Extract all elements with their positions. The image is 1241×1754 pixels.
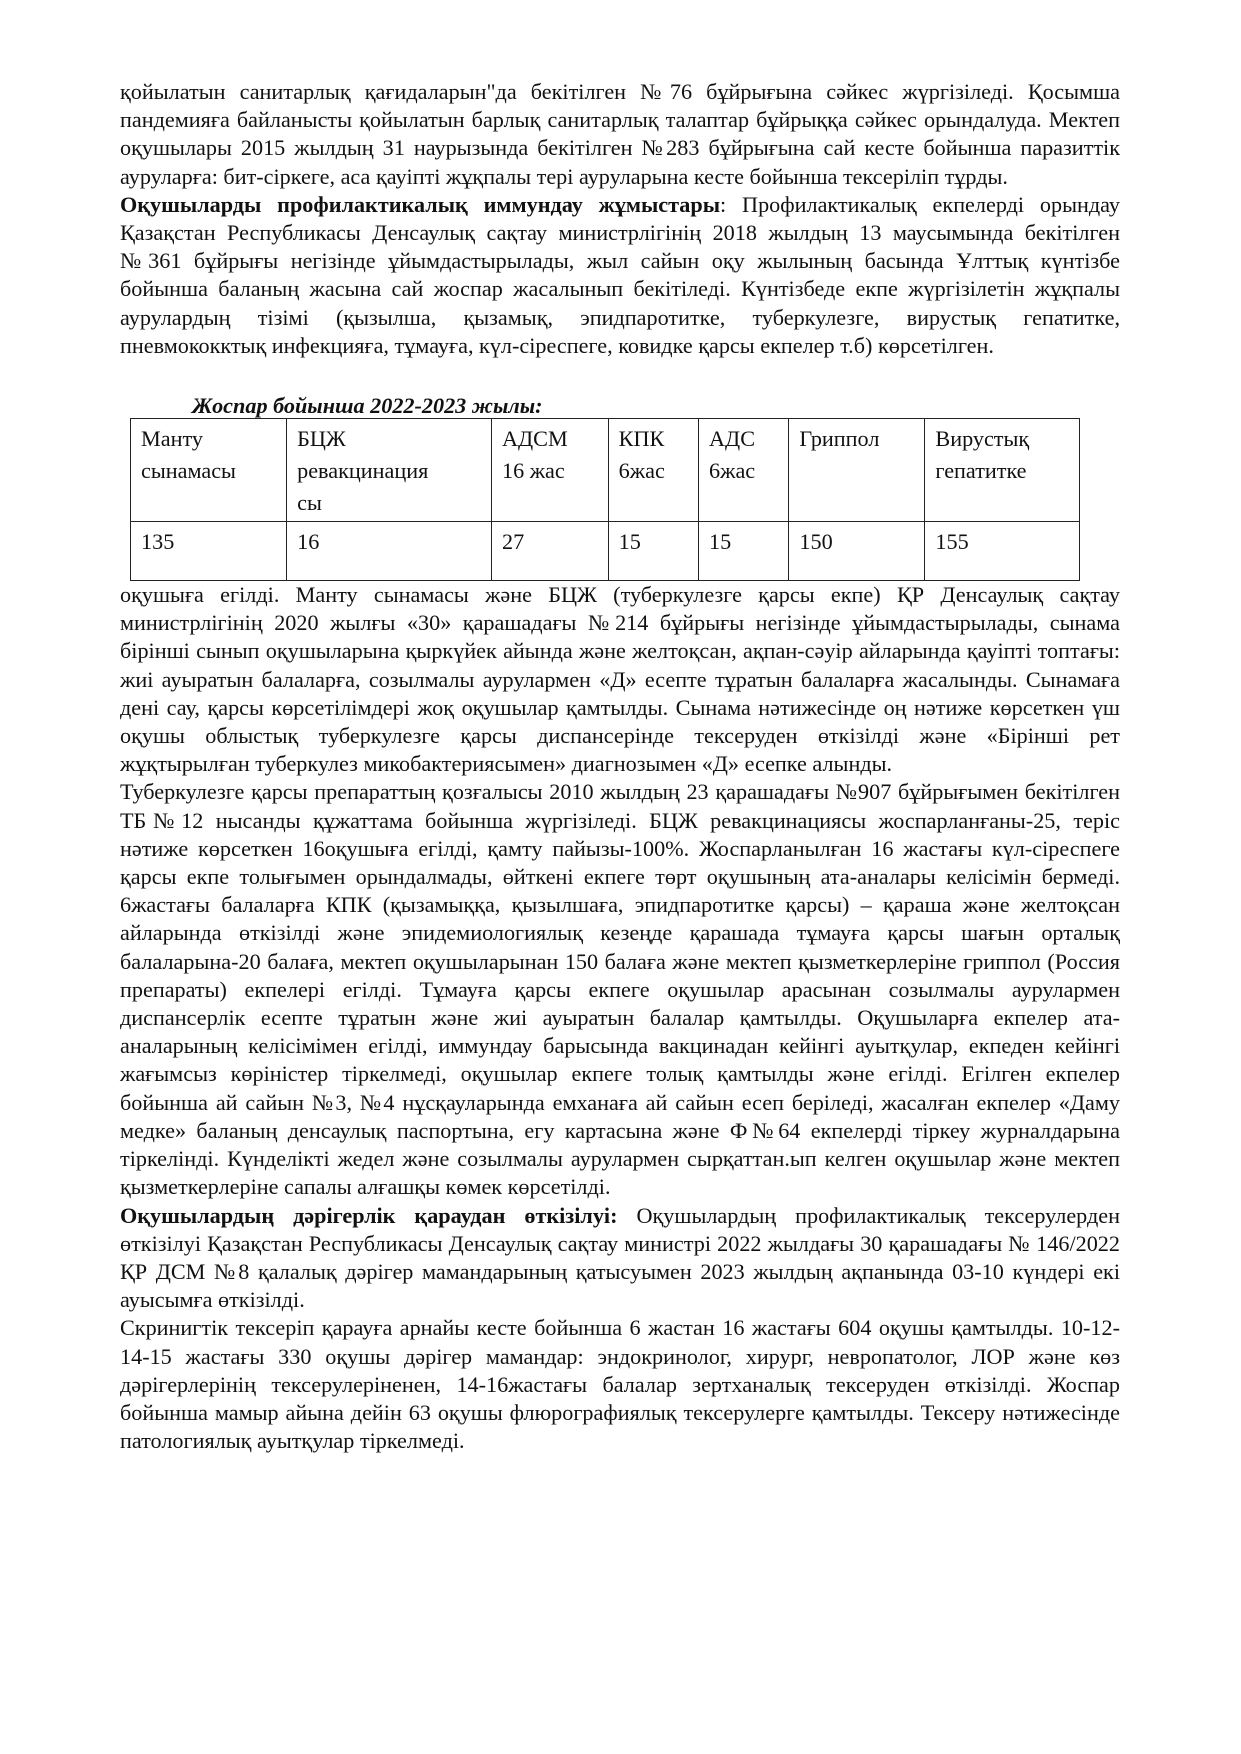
table-header-row bbox=[131, 419, 1080, 522]
value-cell-kpk: 15 bbox=[608, 522, 698, 581]
header-cell-bcg: БЦЖ ревакцинация сы bbox=[287, 419, 492, 522]
paragraph-mantoux-bcg: оқушыға егілді. Манту сынамасы және БЦЖ (туберкулезге қарсы екпе) ҚР Денсаулық сақтау министрлігінің 2020 жылғы «30» қарашадағы №214 бұйрығы негізінде ұйымдастырылады, сынама бірінші сынып оқушыларына қыркүйек айында және желтоқсан, ақпан-сәуір айларында қауіпті топтағы: жиі ауыратын балаларға, созылмалы аурулармен «Д» есепте тұратын балаларға жасалынды. Сынамаға дені сау, қарсы көрсетілімдері жоқ оқушылар қамтылды. Сынама нәтижесінде оң нәтиже көрсеткен үш оқушы облыстық туберкулезге қарсы диспансерінде тексеруден өткізілді және «Бірінші рет жұқтырылған туберкулез микобактериясымен» диагнозымен «Д» есепке алынды. bbox=[120, 582, 1120, 777]
value-cell-mantoux: 135 bbox=[131, 522, 287, 581]
document-page bbox=[120, 78, 1120, 1455]
header-cell-mantoux: Манту сынамасы bbox=[131, 419, 287, 522]
blank-line bbox=[120, 360, 1120, 388]
section-heading-immunization: Оқушыларды профилактикалық иммундау жұмыстары bbox=[120, 191, 721, 217]
value-cell-adsm: 27 bbox=[491, 522, 608, 581]
paragraph-immunization bbox=[120, 191, 1120, 360]
header-cell-ads: АДС 6жас bbox=[699, 419, 789, 522]
paragraph-medical-exam bbox=[120, 1202, 1120, 1315]
header-cell-adsm: АДСМ 16 жас bbox=[491, 419, 608, 522]
value-cell-grippol: 150 bbox=[789, 522, 925, 581]
paragraph-screening: Скринигтік тексеріп қарауға арнайы кесте бойынша 6 жастан 16 жастағы 604 оқушы қамтылды. 10-12-14-15 жастағы 330 оқушы дәрігер мамандар: эндокринолог, хирург, невропатолог, ЛОР және көз дәрігерлерінің тексерулеріненен, 14-16жастағы балалар зертханалық тексеруден өткізілді. Жоспар бойынша мамыр айына дейін 63 оқушы флюрографиялық тексерулерге қамтылды. Тексеру нәтижесінде патологиялық ауытқулар тіркелмеді. bbox=[120, 1315, 1120, 1454]
value-cell-bcg: 16 bbox=[287, 522, 492, 581]
table-row bbox=[131, 522, 1080, 581]
value-cell-hepatitis: 155 bbox=[925, 522, 1080, 581]
paragraph-sanitary-rules: қойылатын санитарлық қағидаларын"да бекітілген №76 бұйрығына сәйкес жүргізіледі. Қосымша пандемияға байланысты қойылатын барлық санитарлық талаптар бұйрыққа сәйкес орындалуда. Мектеп оқушылары 2015 жылдың 31 наурызында бекітілген №283 бұйрығына сай кесте бойынша паразиттік ауруларға: бит-сіркеге, аса қауіпті жұқпалы тері ауруларына кесте бойынша тексеріліп тұрды. bbox=[120, 79, 1120, 189]
vaccination-plan-title: Жоспар бойынша 2022-2023 жылы: bbox=[192, 393, 543, 419]
header-cell-grippol: Гриппол bbox=[789, 419, 925, 522]
header-cell-hepatitis: Вирустық гепатитке bbox=[925, 419, 1080, 522]
value-cell-ads: 15 bbox=[699, 522, 789, 581]
medical-exam-text: Оқушылардың профилактикалық тексерулерден өткізілуі Қазақстан Республикасы Денсаулық сақтау министрі 2022 жылдағы 30 қарашадағы № 146/2022 ҚР ДСМ №8 қалалық дәрігер мамандарының қатысуымен 2023 жылдың ақпанында 03-10 күндері екі ауысымға өткізілді. bbox=[120, 1202, 1120, 1313]
immunization-text: : Профилактикалық екпелерді орындау Қазақстан Республикасы Денсаулық сақтау министрлігінің 2018 жылдың 13 маусымында бекітілген №361 бұйрығы негізінде ұйымдастырылады, жыл сайын оқу жылының басында Ұлттық күнтізбе бойынша баланың жасына сай жоспар жасалынып бекітіледі. Күнтізбеде екпе жүргізілетін жұқпалы аурулардың тізімі (қызылша, қызамық, эпидпаротитке, туберкулезге, вирустық гепатитке, пневмококктық инфекцияға, тұмауға, күл-сіреспеге, ковидке қарсы екпелер т.б) көрсетілген. bbox=[120, 191, 1120, 358]
header-cell-kpk: КПК 6жас bbox=[608, 419, 698, 522]
vaccination-plan-table bbox=[130, 418, 1080, 581]
section-heading-medical-exam: Оқушылардың дәрігерлік қараудан өткізілуі: bbox=[120, 1202, 618, 1228]
paragraph-tb-drugs: Туберкулезге қарсы препараттың қозғалысы 2010 жылдың 23 қарашадағы №907 бұйрығымен бекітілген ТБ№12 нысанды құжаттама бойынша жүргізіледі. БЦЖ ревакцинациясы жоспарланғаны-25, теріс нәтиже көрсеткен 16оқушыға егілді, қамту пайызы-100%. Жоспарланылған 16 жастағы күл-сіреспеге қарсы екпе толығымен орындалмады, өйткені екпеге төрт оқушының ата-аналары келісімін бермеді. 6жастағы балаларға КПК (қызамыққа, қызылшаға, эпидпаротитке қарсы) – қараша және желтоқсан айларында өткізілді және эпидемиологиялық кезеңде қарашада тұмауға қарсы шағын орталық балаларына-20 балаға, мектеп оқушыларынан 150 балаға және мектеп қызметкерлеріне гриппол (Россия препараты) екпелері егілді. Тұмауға қарсы екпеге оқушылар арасынан созылмалы аурулармен диспансерлік есепте тұратын және жиі ауыратын балалар қамтылды. Оқушыларға екпелер ата-аналарының келісімімен егілді, иммундау барысында вакцинадан кейінгі ауытқулар, екпеден кейінгі жағымсыз көріністер тіркелмеді, оқушылар екпеге толық қамтылды және егілді. Егілген екпелер бойынша ай сайын №3, №4 нұсқауларында емханаға ай сайын есеп беріледі, жасалған екпелер «Даму медке» баланың денсаулық паспортына, егу картасына және Ф№64 екпелерді тіркеу журналдарына тіркелінді. Күнделікті жедел және созылмалы аурулармен сырқаттан.ып келген оқушылар және мектеп қызметкерлеріне сапалы алғашқы көмек көрсетілді. bbox=[120, 779, 1120, 1200]
